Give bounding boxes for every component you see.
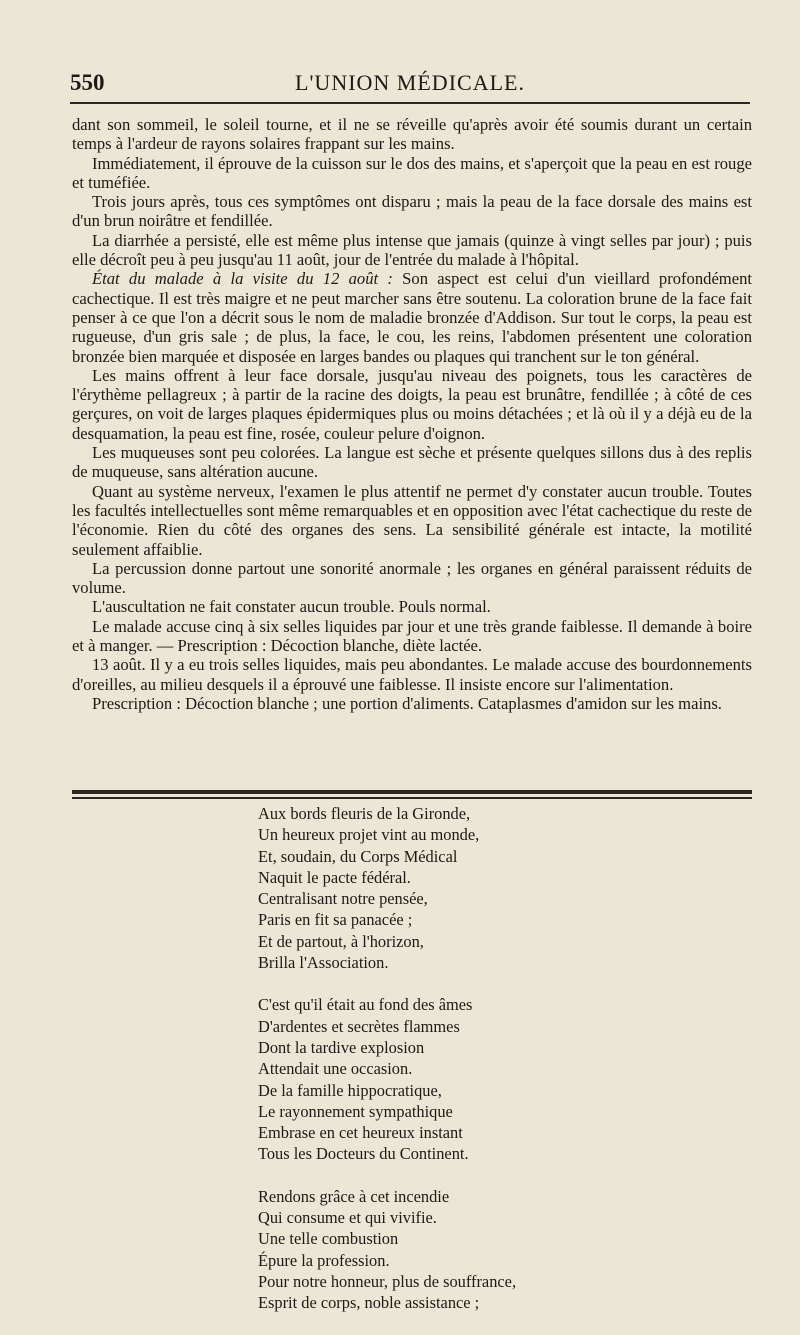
body-text: [72, 115, 752, 713]
paragraph: La percussion donne partout une sonorité anormale ; les organes en général paraissent réduits de volume.: [72, 558, 752, 598]
poem-line: Épure la profession.: [258, 1250, 390, 1270]
poem-line: Et de partout, à l'horizon,: [258, 931, 424, 951]
header-rule: [70, 102, 750, 104]
poem-line: Le rayonnement sympathique: [258, 1101, 453, 1121]
poem-stanza: [258, 803, 578, 973]
poem-line: Une telle combustion: [258, 1229, 399, 1249]
poem-stanza: [258, 1186, 578, 1314]
poem: [258, 803, 578, 1335]
poem-stanza: [258, 994, 578, 1164]
paragraph: [72, 269, 752, 365]
poem-line: Pour notre honneur, plus de souffrance,: [258, 1271, 517, 1291]
poem-line: Paris en fit sa panacée ;: [258, 910, 413, 930]
poem-line: Embrase en cet heureux instant: [258, 1123, 463, 1143]
poem-line: Esprit de corps, noble assistance ;: [258, 1293, 480, 1313]
page-number: 550: [70, 70, 105, 95]
paragraph: Immédiatement, il éprouve de la cuisson sur le dos des mains, et s'aperçoit que la peau en est rouge et tuméfiée.: [72, 153, 752, 192]
poem-line: Brilla l'Association.: [258, 953, 389, 973]
paragraph: La diarrhée a persisté, elle est même plus intense que jamais (quinze à vingt selles par jour) ; puis elle décroît peu à peu jusqu'au 11 août, jour de l'entrée du malade à l'hôpital.: [72, 230, 752, 270]
paragraph: Les mains offrent à leur face dorsale, jusqu'au niveau des poignets, tous les caractères de l'érythème pellagreux ; à partir de la racine des doigts, la peau est brunâtre, fendillée ; à côté de ces gerçures, on voit de larges plaques épidermiques plus ou moins détachées ; et là où il y a déjà eu de la desquamation, la peau est fine, rosée, couleur pelure d'oignon.: [72, 365, 752, 443]
poem-line: Dont la tardive explosion: [258, 1037, 425, 1057]
section-rule-thick: [72, 790, 752, 794]
section-rule-thin: [72, 797, 752, 799]
poem-line: Qui consume et qui vivifie.: [258, 1208, 437, 1228]
paragraph-lead: État du malade à la visite du 12 août :: [92, 269, 393, 289]
poem-line: Naquit le pacte fédéral.: [258, 867, 411, 887]
running-title: L'UNION MÉDICALE.: [295, 70, 525, 95]
paragraph: Prescription : Décoction blanche ; une portion d'aliments. Cataplasmes d'amidon sur les mains.: [92, 693, 722, 713]
paragraph: L'auscultation ne fait constater aucun trouble. Pouls normal.: [92, 597, 491, 617]
page-header: [70, 70, 750, 100]
poem-line: C'est qu'il était au fond des âmes: [258, 995, 473, 1015]
paragraph: Les muqueuses sont peu colorées. La langue est sèche et présente quelques sillons dus à des replis de muqueuse, sans altération aucune.: [72, 443, 752, 482]
poem-line: Aux bords fleuris de la Gironde,: [258, 804, 471, 823]
paragraph-body: Son aspect est celui d'un vieillard profondément cachectique. Il est très maigre et ne peut marcher sans être soutenu. La coloration brune de la face fait penser à ce que l'on a décrit sous le nom de maladie bronzée d'Addison. Sur tout le corps, la peau est rugueuse, d'un gris sale ; de plus, la face, le cou, les reins, l'abdomen présentent une coloration bronzée bien marquée et disposée en larges bandes ou plaques qui tranchent sur le ton général.: [72, 269, 752, 366]
paragraph: Le malade accuse cinq à six selles liquides par jour et une très grande faiblesse. Il demande à boire et à manger. — Prescription : Décoction blanche, diète lactée.: [72, 616, 752, 656]
poem-line: Rendons grâce à cet incendie: [258, 1186, 450, 1206]
poem-line: Un heureux projet vint au monde,: [258, 825, 480, 845]
poem-line: Et, soudain, du Corps Médical: [258, 846, 458, 866]
poem-line: Centralisant notre pensée,: [258, 889, 428, 909]
poem-line: D'ardentes et secrètes flammes: [258, 1016, 460, 1036]
paragraph: Trois jours après, tous ces symptômes ont disparu ; mais la peau de la face dorsale des mains est d'un brun noirâtre et fendillée.: [72, 192, 752, 231]
paragraph: Quant au système nerveux, l'examen le plus attentif ne permet d'y constater aucun trouble. Toutes les facultés intellectuelles sont même remarquables et en opposition avec l'état cachectique du reste de l'économie. Rien du côté des organes des sens. La sensibilité générale est intacte, la motilité seulement affaiblie.: [72, 481, 752, 559]
poem-line: De la famille hippocratique,: [258, 1080, 442, 1100]
poem-line: Attendait une occasion.: [258, 1059, 413, 1079]
paragraph: dant son sommeil, le soleil tourne, et il ne se réveille qu'après avoir été soumis durant un certain temps à l'ardeur de rayons solaires frappant sur les mains.: [72, 115, 752, 154]
poem-line: Tous les Docteurs du Continent.: [258, 1144, 469, 1164]
paragraph: 13 août. Il y a eu trois selles liquides, mais peu abondantes. Le malade accuse des bourdonnements d'oreilles, au milieu desquels il a éprouvé une faiblesse. Il insiste encore sur l'alimentation.: [72, 655, 752, 694]
